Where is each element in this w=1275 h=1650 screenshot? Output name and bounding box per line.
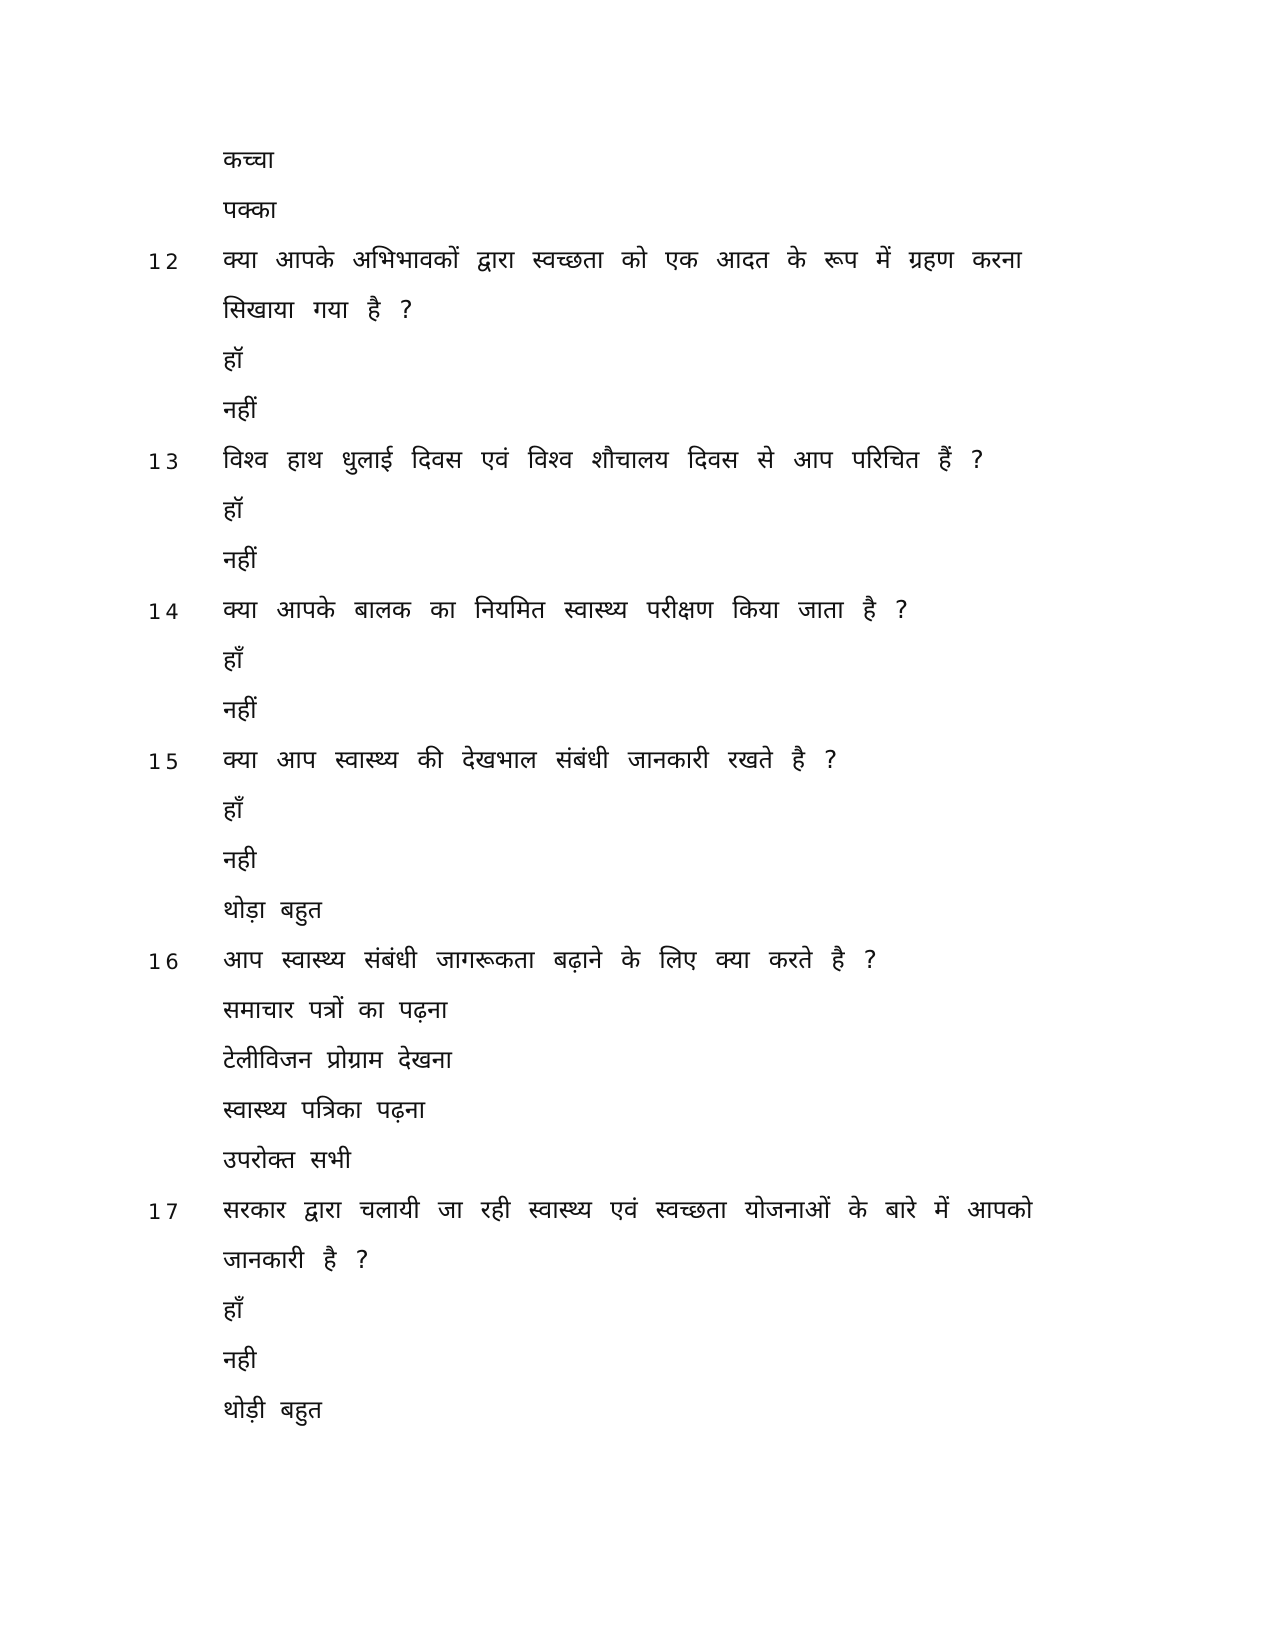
- option-line: [0, 142, 1275, 182]
- option-line: [0, 892, 1275, 932]
- option-text: समाचार पत्रों का पढ़ना: [223, 995, 448, 1024]
- question-12-continued: [0, 292, 1275, 332]
- question-text: विश्व हाथ धुलाई दिवस एवं विश्व शौचालय दिवस से आप परिचित हैं ?: [223, 445, 984, 474]
- question-text: क्या आप स्वास्थ्य की देखभाल संबंधी जानकारी रखते है ?: [223, 745, 838, 774]
- option-line: [0, 642, 1275, 682]
- option-text: उपरोक्त सभी: [223, 1145, 352, 1174]
- question-number: 13: [148, 450, 183, 474]
- option-line: [0, 792, 1275, 832]
- option-text: थोड़ी बहुत: [223, 1395, 323, 1424]
- question-16: [0, 942, 1275, 982]
- option-line: [0, 1092, 1275, 1132]
- option-line: [0, 842, 1275, 882]
- option-line: [0, 1342, 1275, 1382]
- option-text: हॉ: [223, 345, 243, 374]
- option-line: [0, 1392, 1275, 1432]
- question-number: 16: [148, 950, 183, 974]
- question-17: [0, 1192, 1275, 1232]
- question-14: [0, 592, 1275, 632]
- option-text: नहीं: [223, 545, 257, 574]
- option-text: हाँ: [223, 645, 243, 674]
- option-text: स्वास्थ्य पत्रिका पढ़ना: [223, 1095, 426, 1124]
- option-text: नहीं: [223, 695, 257, 724]
- question-text: सिखाया गया है ?: [223, 295, 413, 324]
- option-text: कच्चा: [223, 145, 274, 174]
- question-number: 15: [148, 750, 183, 774]
- question-text: आप स्वास्थ्य संबंधी जागरूकता बढ़ाने के लिए क्या करते है ?: [223, 945, 877, 974]
- question-15: [0, 742, 1275, 782]
- question-text: सरकार द्वारा चलायी जा रही स्वास्थ्य एवं स्वच्छता योजनाओं के बारे में आपको: [223, 1195, 1033, 1224]
- question-number: 14: [148, 600, 183, 624]
- option-text: हाँ: [223, 795, 243, 824]
- question-13: [0, 442, 1275, 482]
- option-line: [0, 342, 1275, 382]
- question-17-continued: [0, 1242, 1275, 1282]
- option-line: [0, 392, 1275, 432]
- option-line: [0, 542, 1275, 582]
- question-text: क्या आपके बालक का नियमित स्वास्थ्य परीक्षण किया जाता है ?: [223, 595, 909, 624]
- option-text: हाँ: [223, 1295, 243, 1324]
- option-line: [0, 192, 1275, 232]
- question-text: क्या आपके अभिभावकों द्वारा स्वच्छता को एक आदत के रूप में ग्रहण करना: [223, 245, 1022, 274]
- option-line: [0, 492, 1275, 532]
- option-text: पक्का: [223, 195, 277, 224]
- question-number: 12: [148, 250, 183, 274]
- option-line: [0, 1142, 1275, 1182]
- question-number: 17: [148, 1200, 183, 1224]
- option-line: [0, 692, 1275, 732]
- option-line: [0, 1292, 1275, 1332]
- question-text: जानकारी है ?: [223, 1245, 369, 1274]
- option-text: नही: [223, 1345, 257, 1374]
- option-text: हॉ: [223, 495, 243, 524]
- option-text: टेलीविजन प्रोग्राम देखना: [223, 1045, 453, 1074]
- option-text: नहीं: [223, 395, 257, 424]
- option-line: [0, 992, 1275, 1032]
- option-text: थोड़ा बहुत: [223, 895, 323, 924]
- question-12: [0, 242, 1275, 282]
- option-text: नही: [223, 845, 257, 874]
- option-line: [0, 1042, 1275, 1082]
